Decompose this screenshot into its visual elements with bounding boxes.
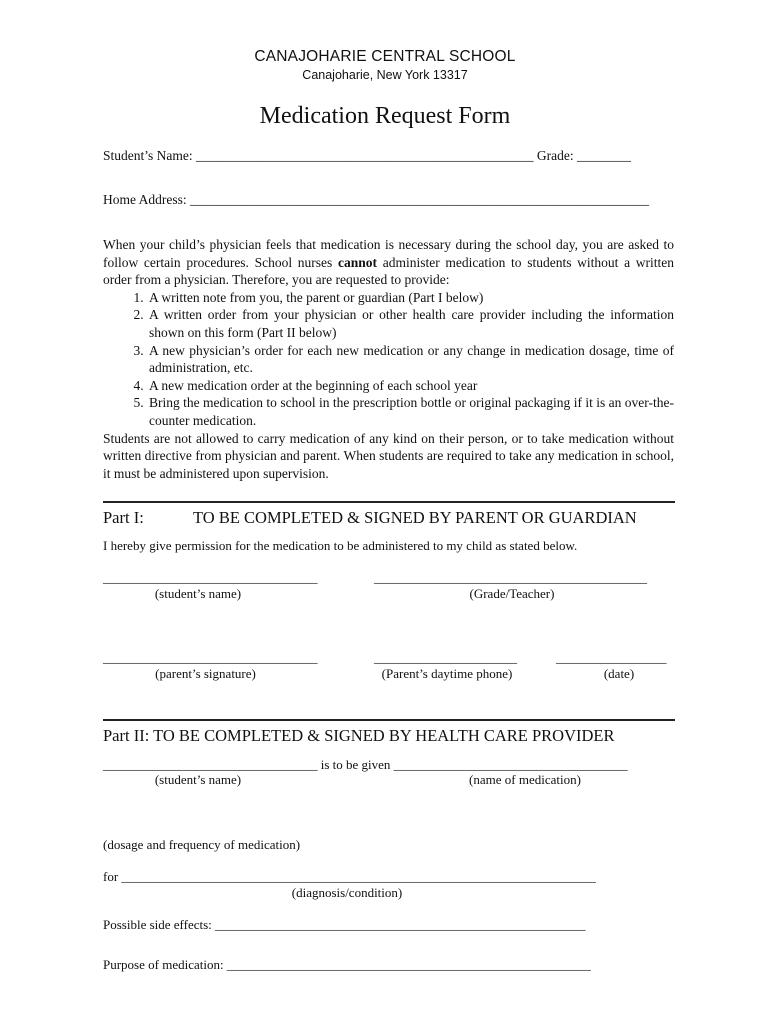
purpose-line[interactable]: Purpose of medication: ________________________________________________________ [103,957,591,972]
date-caption: (date) [603,666,635,681]
permission-statement: I hereby give permission for the medication to be administered to my child as stated below. [103,538,578,553]
date-line[interactable]: _________________ [556,650,667,665]
diagnosis-caption: (diagnosis/condition) [291,885,403,900]
parent-signature-line[interactable]: _________________________________ [103,650,318,665]
rules-paragraph: Students are not allowed to carry medication of any kind on their person, or to take medication without written directive from physician and parent. When students are required to take any medication in school, it must be administered upon supervision. [103,430,674,481]
parent-phone-caption: (Parent’s daytime phone) [381,666,513,681]
requirements-list [103,289,674,430]
grade-teacher-line[interactable]: __________________________________________ [374,570,647,585]
home-address-line[interactable]: Home Address: ____________________________________________________________________ [103,192,649,207]
dosage-frequency-label: (dosage and frequency of medication) [103,837,301,852]
student-name-caption: (student’s name) [154,586,242,601]
diagnosis-line[interactable]: for _________________________________________________________________________ [103,869,596,884]
instructions [103,236,674,482]
form-title: Medication Request Form [259,103,511,129]
list-item: 5. Bring the medication to school in the prescription bottle or original packaging if it is an over-the-counter medication. [147,394,674,429]
student-name-caption: (student’s name) [154,772,242,787]
part1-heading: TO BE COMPLETED & SIGNED BY PARENT OR GUARDIAN [193,508,637,527]
list-item: 4. A new medication order at the beginning of each school year [147,377,674,395]
list-item: 3. A new physician’s order for each new medication or any change in medication dosage, time of administration, etc. [147,342,674,377]
school-name: CANAJOHARIE CENTRAL SCHOOL [254,48,516,65]
part2-heading: Part II: TO BE COMPLETED & SIGNED BY HEALTH CARE PROVIDER [103,726,615,745]
parent-signature-caption: (parent’s signature) [155,666,256,681]
grade-teacher-caption: (Grade/Teacher) [469,586,555,601]
medication-name-caption: (name of medication) [469,772,581,787]
section-divider [103,501,675,503]
part1-label: Part I: [103,508,144,527]
side-effects-line[interactable]: Possible side effects: _________________________________________________________ [103,917,586,932]
list-item: 2. A written order from your physician or other health care provider including the information shown on this form (Part II below) [147,306,674,341]
school-address: Canajoharie, New York 13317 [302,68,468,82]
list-item: 1. A written note from you, the parent or guardian (Part I below) [147,289,674,307]
intro-emphasis: cannot [338,254,378,270]
intro-paragraph: When your child’s physician feels that medication is necessary during the school day, you are asked to follow certain procedures. School nurses cannot administer medication to students without a written order from a physician. Therefore, you are requested to provide: [103,237,675,288]
student-name-grade-line[interactable]: Student’s Name: __________________________________________________ Grade: ________ [103,148,631,163]
parent-phone-line[interactable]: ______________________ [374,650,517,665]
student-name-line[interactable]: _________________________________ [103,570,318,585]
section-divider [103,719,675,721]
medication-given-line[interactable]: _________________________________ is to be given ____________________________________ [103,757,628,772]
